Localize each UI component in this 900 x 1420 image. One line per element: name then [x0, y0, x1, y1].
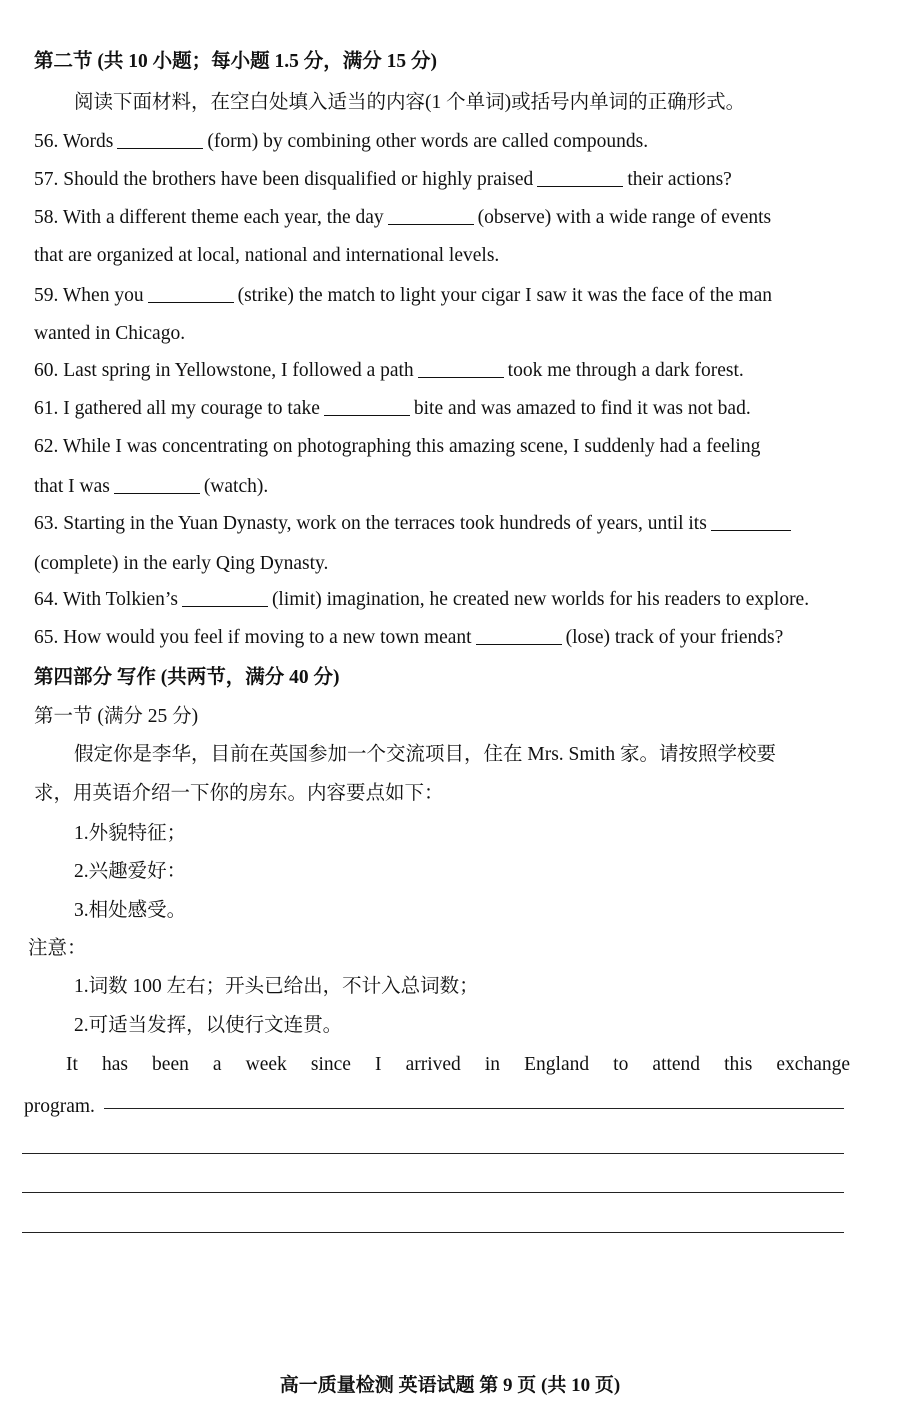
- content-point: 3.相处感受。: [74, 900, 187, 921]
- section-heading: 第二节 (共 10 小题；每小题 1.5 分，满分 15 分): [34, 51, 437, 72]
- content-point: 1.外貌特征；: [74, 823, 187, 844]
- question-text: 64. With Tolkien’s: [34, 589, 178, 610]
- question-text: 60. Last spring in Yellowstone, I followed a path: [34, 360, 414, 381]
- question-57: [34, 166, 852, 194]
- answer-blank[interactable]: [711, 512, 791, 531]
- question-56: [34, 128, 852, 156]
- question-text: bite and was amazed to find it was not bad.: [413, 398, 751, 419]
- question-58-continued: that are organized at local, national and international levels.: [34, 245, 500, 266]
- question-text: took me through a dark forest.: [507, 360, 744, 381]
- note-item: 1.词数 100 左右；开头已给出，不计入总词数；: [74, 976, 479, 997]
- question-text: 56. Words: [34, 131, 114, 152]
- page-footer: 高一质量检测 英语试题 第 9 页 (共 10 页): [279, 1375, 621, 1396]
- answer-blank[interactable]: [476, 626, 562, 645]
- writing-prompt: 假定你是李华，目前在英国参加一个交流项目，住在 Mrs. Smith 家。请按照学校要: [74, 744, 777, 765]
- answer-blank[interactable]: [117, 130, 203, 149]
- section-instruction: 阅读下面材料，在空白处填入适当的内容(1 个单词)或括号内单词的正确形式。: [74, 92, 746, 113]
- content-point: 2.兴趣爱好：: [74, 861, 187, 882]
- question-text: their actions?: [627, 169, 732, 190]
- question-text: 59. When you: [34, 285, 144, 306]
- part4-section-heading: 第一节 (满分 25 分): [34, 706, 199, 727]
- question-61: [34, 395, 852, 423]
- question-62: 62. While I was concentrating on photographing this amazing scene, I suddenly had a feeling: [34, 436, 761, 457]
- question-text: (limit) imagination, he created new worlds for his readers to explore.: [271, 589, 810, 610]
- part4-heading: 第四部分 写作 (共两节，满分 40 分): [34, 667, 340, 688]
- answer-blank[interactable]: [537, 168, 623, 187]
- essay-opening-continued: program.: [24, 1096, 95, 1117]
- writing-line[interactable]: [104, 1108, 844, 1109]
- question-text: (form) by combining other words are called compounds.: [207, 131, 649, 152]
- note-item: 2.可适当发挥，以使行文连贯。: [74, 1015, 343, 1036]
- question-text: (lose) track of your friends?: [565, 627, 784, 648]
- answer-blank[interactable]: [388, 206, 474, 225]
- question-text: that I was: [34, 476, 110, 497]
- question-text: (observe) with a wide range of events: [477, 207, 772, 228]
- answer-blank[interactable]: [182, 588, 268, 607]
- answer-blank[interactable]: [114, 475, 200, 494]
- question-63: [34, 510, 852, 538]
- writing-line[interactable]: [22, 1192, 844, 1193]
- writing-prompt-continued: 求，用英语介绍一下你的房东。内容要点如下：: [34, 783, 444, 804]
- question-59-continued: wanted in Chicago.: [34, 323, 186, 344]
- question-60: [34, 357, 852, 385]
- question-text: (strike) the match to light your cigar I saw it was the face of the man: [237, 285, 773, 306]
- answer-blank[interactable]: [324, 397, 410, 416]
- question-text: 57. Should the brothers have been disqualified or highly praised: [34, 169, 534, 190]
- question-59: [34, 282, 852, 310]
- question-text: (watch).: [203, 476, 269, 497]
- question-64: [34, 586, 852, 614]
- note-label: 注意：: [28, 938, 87, 959]
- question-text: 58. With a different theme each year, the day: [34, 207, 384, 228]
- writing-line[interactable]: [22, 1232, 844, 1233]
- question-text: 63. Starting in the Yuan Dynasty, work on the terraces took hundreds of years, until its: [34, 513, 707, 534]
- question-58: [34, 204, 852, 232]
- writing-line[interactable]: [22, 1153, 844, 1154]
- question-text: 61. I gathered all my courage to take: [34, 398, 320, 419]
- essay-opening: It has been a week since I arrived in England to attend this exchange: [66, 1054, 850, 1075]
- answer-blank[interactable]: [418, 359, 504, 378]
- question-63-continued: (complete) in the early Qing Dynasty.: [34, 553, 329, 574]
- question-65: [34, 624, 852, 652]
- answer-blank[interactable]: [148, 284, 234, 303]
- question-text: 65. How would you feel if moving to a new town meant: [34, 627, 472, 648]
- question-62-continued: [34, 473, 852, 501]
